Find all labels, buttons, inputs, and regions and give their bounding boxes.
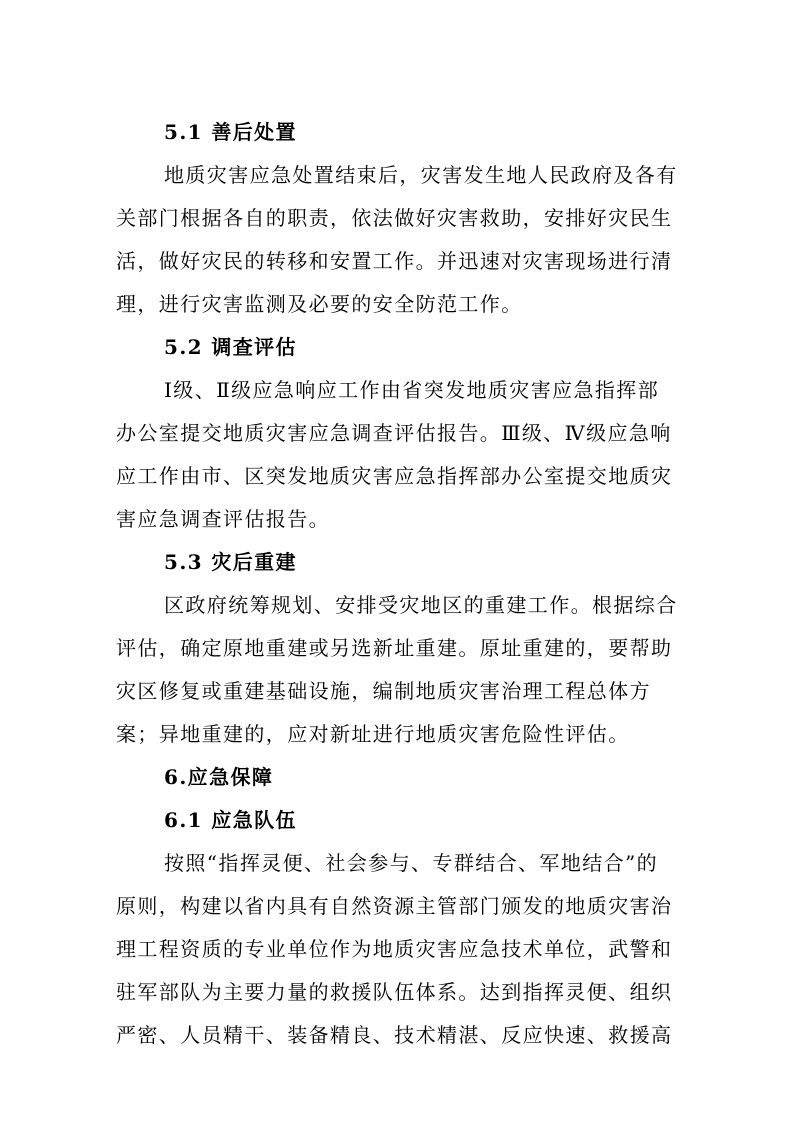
- paragraph-line: 灾区修复或重建基础设施，编制地质灾害治理工程总体方: [116, 679, 651, 703]
- paragraph-line: 地质灾害应急处置结束后，灾害发生地人民政府及各有: [164, 163, 678, 187]
- paragraph-line: 案；异地重建的，应对新址进行地质灾害危险性评估。: [116, 722, 630, 746]
- paragraph-line: 害应急调查评估报告。: [116, 507, 330, 531]
- paragraph-line: 评估，确定原地重建或另选新址重建。原址重建的，要帮助: [116, 636, 673, 660]
- paragraph-line: 应工作由市、区突发地质灾害应急指挥部办公室提交地质灾: [116, 464, 673, 488]
- paragraph-line: 关部门根据各自的职责，依法做好灾害救助，安排好灾民生: [116, 206, 673, 230]
- paragraph-line: 按照“指挥灵便、社会参与、专群结合、军地结合”的: [164, 851, 659, 875]
- section-heading-5-2: 5.2 调查评估: [164, 335, 297, 359]
- paragraph-line: 活，做好灾民的转移和安置工作。并迅速对灾害现场进行清: [116, 249, 673, 273]
- section-heading-6: 6.应急保障: [164, 765, 274, 789]
- paragraph-line: Ⅰ级、Ⅱ级应急响应工作由省突发地质灾害应急指挥部: [164, 378, 660, 402]
- paragraph-line: 理，进行灾害监测及必要的安全防范工作。: [116, 292, 523, 316]
- paragraph-line: 理工程资质的专业单位作为地质灾害应急技术单位，武警和: [116, 937, 673, 961]
- paragraph-line: 严密、人员精干、装备精良、技术精湛、反应快速、救援高: [116, 1023, 673, 1047]
- section-heading-5-3: 5.3 灾后重建: [164, 550, 297, 574]
- paragraph-line: 区政府统筹规划、安排受灾地区的重建工作。根据综合: [164, 593, 678, 617]
- paragraph-line: 驻军部队为主要力量的救援队伍体系。达到指挥灵便、组织: [116, 980, 673, 1004]
- section-heading-6-1: 6.1 应急队伍: [164, 808, 297, 832]
- paragraph-line: 原则，构建以省内具有自然资源主管部门颁发的地质灾害治: [116, 894, 673, 918]
- section-heading-5-1: 5.1 善后处置: [164, 120, 297, 144]
- paragraph-line: 办公室提交地质灾害应急调查评估报告。Ⅲ级、Ⅳ级应急响: [116, 421, 672, 445]
